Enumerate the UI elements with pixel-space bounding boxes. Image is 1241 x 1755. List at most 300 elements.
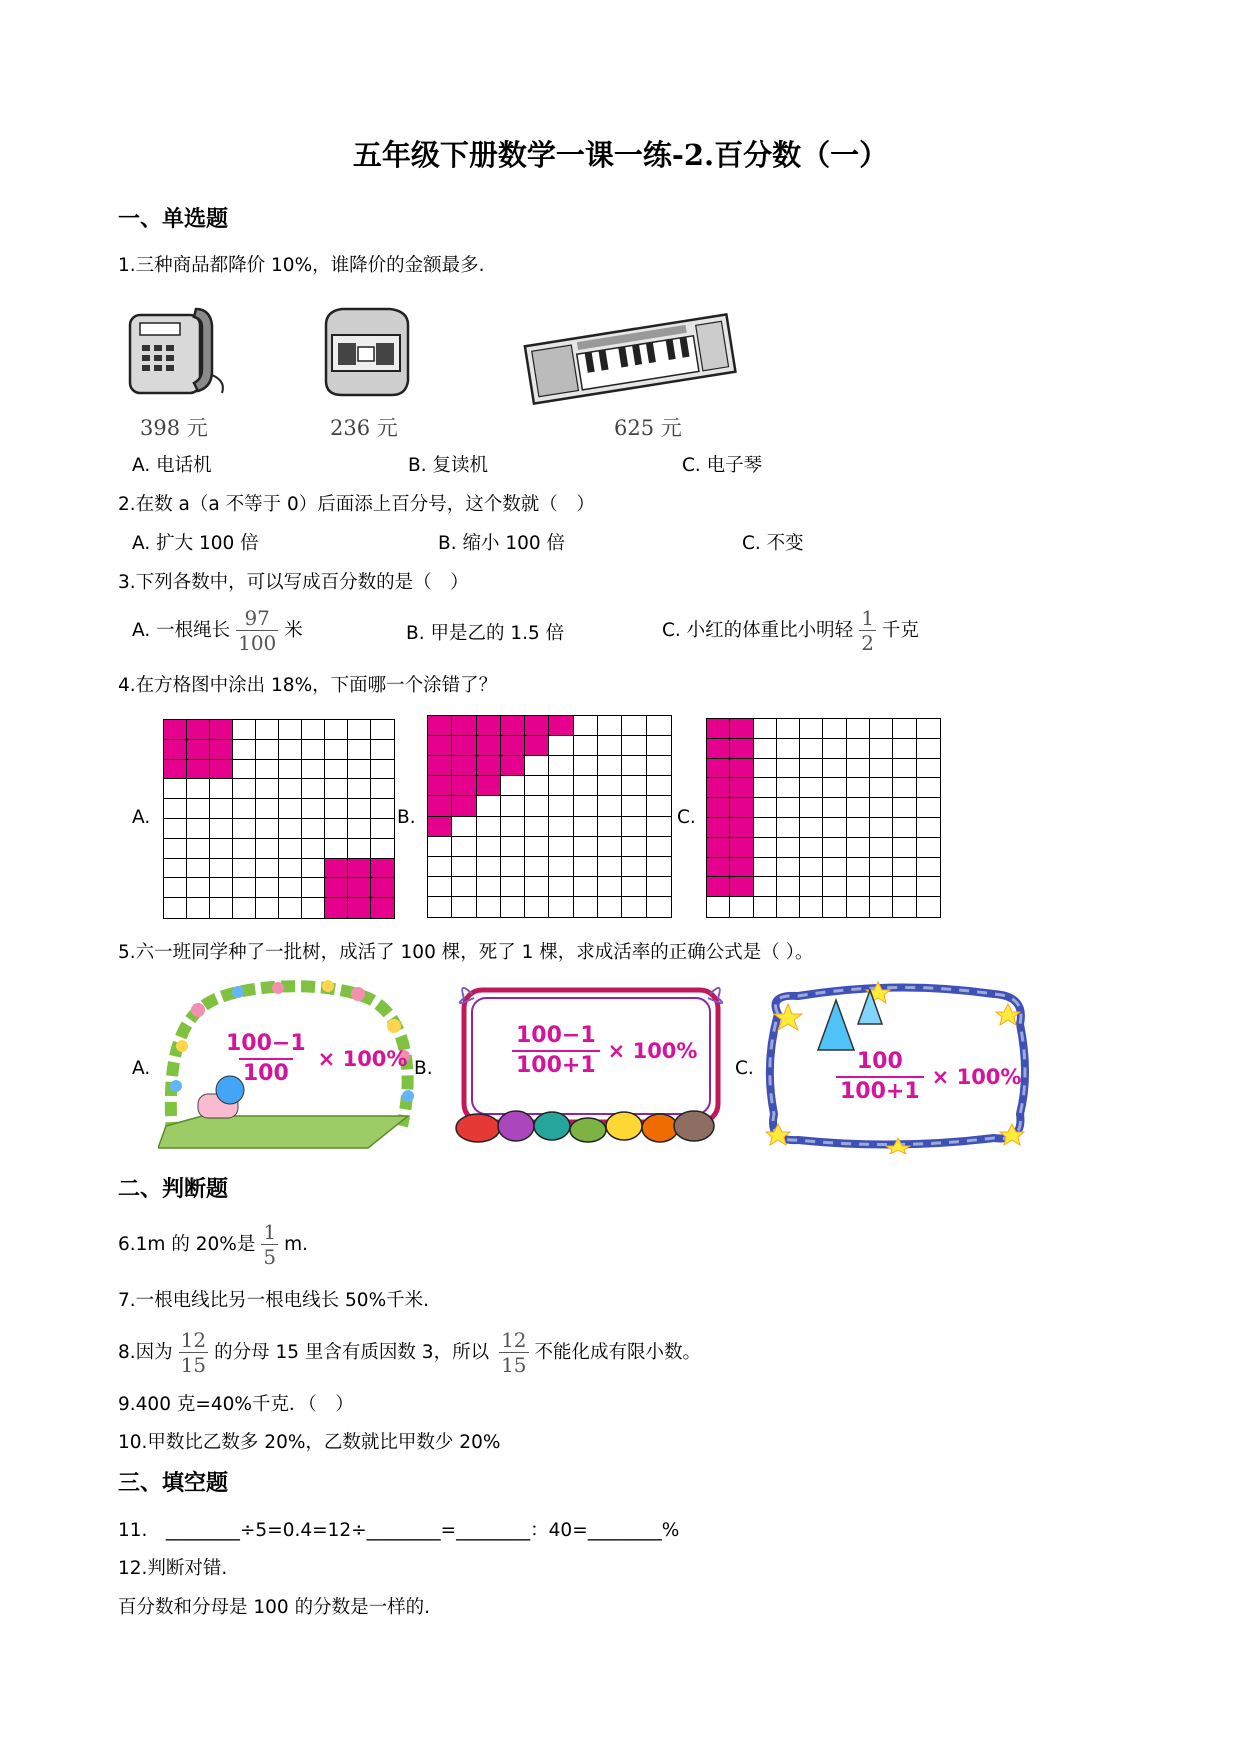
- formula-c-denominator: 100+1: [836, 1076, 924, 1104]
- grid-cell: [452, 736, 476, 756]
- grid-cell: [893, 759, 916, 779]
- grid-cell: [325, 839, 348, 859]
- grid-cell: [279, 839, 302, 859]
- fraction-numerator: 12: [180, 1328, 207, 1352]
- section-heading-true-false: 二、判断题: [118, 1176, 229, 1202]
- grid-cell: [501, 796, 525, 816]
- grid-cell: [477, 817, 501, 837]
- fraction-12-15: [179, 1330, 208, 1375]
- grid-cell: [647, 877, 671, 897]
- grid-cell: [870, 739, 893, 759]
- question-8-prefix: 8.因为: [118, 1341, 173, 1363]
- fraction-numerator: 12: [501, 1328, 527, 1352]
- question-11[interactable]: 11. ________÷5=0.4=12÷________=________：40=________%: [118, 1520, 680, 1541]
- grid-cell: [233, 760, 256, 780]
- grid-c[interactable]: [706, 718, 941, 918]
- grid-cell: [164, 898, 187, 918]
- grid-cell: [525, 716, 549, 736]
- grid-cell: [847, 778, 870, 798]
- grid-cell: [428, 897, 452, 917]
- grid-cell: [348, 859, 371, 879]
- grid-cell: [730, 719, 753, 739]
- grid-cell: [777, 759, 800, 779]
- grid-cell: [800, 798, 823, 818]
- grid-cell: [823, 858, 846, 878]
- grid-cell: [917, 858, 940, 878]
- grid-cell: [452, 716, 476, 736]
- grid-cell: [893, 798, 916, 818]
- grid-cell: [622, 776, 646, 796]
- grid-cell: [256, 720, 279, 740]
- grid-cell: [525, 857, 549, 877]
- grid-cell: [302, 898, 325, 918]
- grid-cell: [233, 859, 256, 879]
- grid-cell: [302, 760, 325, 780]
- page-title: 五年级下册数学一课一练-2.百分数（一）: [352, 138, 889, 172]
- grid-cell: [917, 877, 940, 897]
- formula-b-multiplier: × 100%: [607, 1039, 698, 1063]
- grid-cell: [847, 739, 870, 759]
- grid-cell: [187, 760, 210, 780]
- grid-cell: [210, 878, 233, 898]
- q2-option-c[interactable]: C. 不变: [742, 533, 804, 554]
- grid-cell: [777, 818, 800, 838]
- grid-cell: [800, 877, 823, 897]
- grid-b[interactable]: [427, 715, 672, 918]
- q5-label-c[interactable]: C.: [735, 1058, 754, 1079]
- grid-cell: [325, 819, 348, 839]
- grid-cell: [598, 857, 622, 877]
- grid-cell: [598, 837, 622, 857]
- grid-cell: [452, 796, 476, 816]
- grid-cell: [428, 837, 452, 857]
- grid-cell: [256, 859, 279, 879]
- grid-cell: [823, 798, 846, 818]
- grid-cell: [256, 799, 279, 819]
- q5-label-a[interactable]: A.: [132, 1058, 151, 1079]
- formula-a-denominator: 100: [239, 1058, 293, 1086]
- grid-cell: [256, 779, 279, 799]
- grid-cell: [777, 897, 800, 917]
- grid-cell: [302, 799, 325, 819]
- grid-cell: [647, 817, 671, 837]
- question-5: 5.六一班同学种了一批树，成活了 100 棵，死了 1 棵，求成活率的正确公式是（ ）。: [118, 942, 814, 963]
- grid-cell: [777, 877, 800, 897]
- grid-cell: [870, 778, 893, 798]
- grid-a[interactable]: [163, 719, 395, 919]
- grid-cell: [477, 716, 501, 736]
- grid-cell: [525, 776, 549, 796]
- question-6-prefix: 6.1m 的 20%是: [118, 1233, 256, 1255]
- grid-cell: [574, 776, 598, 796]
- grid-cell: [847, 877, 870, 897]
- grid-cell: [847, 838, 870, 858]
- grid-cell: [210, 898, 233, 918]
- grid-cell: [549, 716, 573, 736]
- grid-cell: [574, 756, 598, 776]
- grid-cell: [164, 779, 187, 799]
- grid-cell: [525, 817, 549, 837]
- grid-cell: [893, 739, 916, 759]
- grid-cell: [574, 897, 598, 917]
- grid-cell: [477, 897, 501, 917]
- grid-cell: [622, 837, 646, 857]
- grid-cell: [164, 760, 187, 780]
- grid-cell: [917, 778, 940, 798]
- grid-cell: [187, 799, 210, 819]
- grid-cell: [210, 839, 233, 859]
- grid-cell: [730, 897, 753, 917]
- grid-cell: [800, 838, 823, 858]
- grid-cell: [730, 798, 753, 818]
- formula-a-numerator: 100−1: [226, 1031, 306, 1056]
- grid-cell: [371, 898, 394, 918]
- grid-cell: [501, 817, 525, 837]
- grid-cell: [730, 877, 753, 897]
- grid-cell: [371, 760, 394, 780]
- grid-cell: [525, 796, 549, 816]
- grid-cell: [754, 739, 777, 759]
- grid-cell: [348, 819, 371, 839]
- grid-cell: [325, 720, 348, 740]
- q4-label-b[interactable]: B.: [397, 807, 416, 828]
- grid-cell: [707, 739, 730, 759]
- grid-cell: [302, 819, 325, 839]
- grid-cell: [279, 898, 302, 918]
- grid-cell: [501, 776, 525, 796]
- grid-cell: [847, 759, 870, 779]
- grid-cell: [622, 857, 646, 877]
- grid-cell: [164, 799, 187, 819]
- formula-a-multiplier: × 100%: [317, 1047, 408, 1071]
- grid-cell: [917, 719, 940, 739]
- grid-cell: [371, 740, 394, 760]
- q3-option-a-prefix: A. 一根绳长: [132, 619, 231, 641]
- grid-cell: [348, 878, 371, 898]
- grid-cell: [549, 857, 573, 877]
- grid-cell: [302, 720, 325, 740]
- grid-cell: [477, 756, 501, 776]
- grid-cell: [477, 736, 501, 756]
- grid-cell: [525, 736, 549, 756]
- grid-cell: [348, 760, 371, 780]
- grid-cell: [371, 839, 394, 859]
- grid-cell: [598, 796, 622, 816]
- grid-cell: [549, 776, 573, 796]
- grid-cell: [598, 817, 622, 837]
- grid-cell: [893, 719, 916, 739]
- grid-cell: [501, 897, 525, 917]
- question-8-suffix: 不能化成有限小数。: [534, 1341, 702, 1363]
- q4-label-c[interactable]: C.: [677, 807, 696, 828]
- grid-cell: [233, 819, 256, 839]
- grid-cell: [754, 897, 777, 917]
- price-telephone: 398 元: [140, 416, 208, 440]
- grid-cell: [707, 798, 730, 818]
- grid-cell: [893, 838, 916, 858]
- grid-cell: [847, 719, 870, 739]
- grid-cell: [870, 858, 893, 878]
- grid-cell: [233, 839, 256, 859]
- q2-option-a[interactable]: A. 扩大 100 倍: [132, 533, 259, 554]
- grid-cell: [647, 736, 671, 756]
- grid-cell: [647, 756, 671, 776]
- grid-cell: [549, 796, 573, 816]
- q1-option-c[interactable]: C. 电子琴: [682, 455, 763, 476]
- grid-cell: [256, 898, 279, 918]
- q3-option-a-suffix: 米: [284, 619, 303, 641]
- fraction-denominator: 2: [861, 631, 874, 655]
- fraction-12-15-second: [499, 1330, 528, 1375]
- grid-cell: [823, 897, 846, 917]
- question-6-suffix: m.: [284, 1233, 308, 1255]
- question-3: 3.下列各数中，可以写成百分数的是（ ）: [118, 572, 469, 593]
- grid-cell: [187, 720, 210, 740]
- grid-cell: [477, 837, 501, 857]
- price-electronic-keyboard: 625 元: [614, 416, 682, 440]
- grid-cell: [210, 760, 233, 780]
- grid-cell: [256, 740, 279, 760]
- fraction-denominator: 100: [238, 631, 277, 655]
- formula-b: [512, 1024, 697, 1078]
- grid-cell: [477, 857, 501, 877]
- grid-cell: [823, 818, 846, 838]
- electronic-keyboard-image: [520, 306, 740, 410]
- grid-cell: [754, 778, 777, 798]
- grid-cell: [325, 878, 348, 898]
- grid-cell: [325, 898, 348, 918]
- fraction-numerator: 1: [861, 606, 874, 630]
- grid-cell: [622, 756, 646, 776]
- grid-cell: [371, 799, 394, 819]
- grid-cell: [549, 877, 573, 897]
- grid-cell: [574, 796, 598, 816]
- grid-cell: [210, 799, 233, 819]
- question-6: [118, 1222, 308, 1267]
- grid-cell: [800, 719, 823, 739]
- grid-cell: [870, 877, 893, 897]
- grid-cell: [574, 736, 598, 756]
- grid-cell: [302, 740, 325, 760]
- grid-cell: [574, 877, 598, 897]
- grid-cell: [210, 819, 233, 839]
- grid-cell: [233, 720, 256, 740]
- grid-cell: [574, 837, 598, 857]
- grid-cell: [549, 897, 573, 917]
- grid-cell: [847, 798, 870, 818]
- grid-cell: [870, 818, 893, 838]
- grid-cell: [210, 859, 233, 879]
- grid-cell: [233, 878, 256, 898]
- question-12: 12.判断对错.: [118, 1558, 228, 1579]
- grid-cell: [823, 877, 846, 897]
- grid-cell: [707, 877, 730, 897]
- grid-cell: [622, 716, 646, 736]
- question-9: 9.400 克=40%千克．（ ）: [118, 1394, 354, 1415]
- grid-cell: [501, 857, 525, 877]
- q3-option-c[interactable]: [662, 608, 919, 653]
- formula-c-multiplier: × 100%: [931, 1065, 1022, 1089]
- grid-cell: [187, 898, 210, 918]
- q2-option-b[interactable]: B. 缩小 100 倍: [438, 533, 566, 554]
- grid-cell: [870, 838, 893, 858]
- grid-cell: [302, 859, 325, 879]
- grid-cell: [800, 858, 823, 878]
- grid-cell: [754, 877, 777, 897]
- grid-cell: [870, 719, 893, 739]
- grid-cell: [800, 897, 823, 917]
- grid-cell: [452, 756, 476, 776]
- grid-cell: [777, 798, 800, 818]
- grid-cell: [800, 759, 823, 779]
- grid-cell: [647, 897, 671, 917]
- grid-cell: [501, 736, 525, 756]
- grid-cell: [870, 759, 893, 779]
- grid-cell: [870, 798, 893, 818]
- grid-cell: [622, 897, 646, 917]
- grid-cell: [730, 759, 753, 779]
- grid-cell: [549, 736, 573, 756]
- cassette-player-image: [318, 305, 414, 399]
- grid-cell: [622, 796, 646, 816]
- fraction-denominator: 15: [180, 1353, 207, 1377]
- grid-cell: [847, 818, 870, 838]
- grid-cell: [730, 739, 753, 759]
- grid-cell: [823, 838, 846, 858]
- grid-cell: [777, 719, 800, 739]
- grid-cell: [754, 838, 777, 858]
- grid-cell: [730, 858, 753, 878]
- q3-option-c-suffix: 千克: [881, 619, 919, 641]
- grid-cell: [256, 878, 279, 898]
- grid-cell: [777, 858, 800, 878]
- grid-cell: [917, 838, 940, 858]
- grid-cell: [707, 719, 730, 739]
- grid-cell: [187, 779, 210, 799]
- grid-cell: [598, 716, 622, 736]
- grid-cell: [428, 736, 452, 756]
- grid-cell: [233, 779, 256, 799]
- grid-cell: [279, 859, 302, 879]
- grid-cell: [707, 838, 730, 858]
- grid-cell: [279, 760, 302, 780]
- grid-cell: [622, 817, 646, 837]
- q3-option-b[interactable]: B. 甲是乙的 1.5 倍: [406, 623, 565, 644]
- grid-cell: [279, 799, 302, 819]
- grid-cell: [164, 819, 187, 839]
- grid-cell: [754, 798, 777, 818]
- grid-cell: [800, 818, 823, 838]
- grid-cell: [823, 719, 846, 739]
- grid-cell: [525, 897, 549, 917]
- fraction-97-100: [236, 608, 278, 653]
- grid-cell: [477, 776, 501, 796]
- grid-cell: [800, 739, 823, 759]
- grid-cell: [348, 898, 371, 918]
- grid-cell: [893, 778, 916, 798]
- grid-cell: [870, 897, 893, 917]
- grid-cell: [452, 877, 476, 897]
- formula-b-denominator: 100+1: [512, 1050, 600, 1078]
- grid-cell: [525, 877, 549, 897]
- grid-cell: [574, 857, 598, 877]
- grid-cell: [302, 779, 325, 799]
- grid-cell: [598, 877, 622, 897]
- grid-cell: [428, 756, 452, 776]
- grid-cell: [164, 720, 187, 740]
- grid-cell: [477, 796, 501, 816]
- fraction-numerator: 1: [263, 1220, 277, 1244]
- q1-option-b[interactable]: B. 复读机: [408, 455, 488, 476]
- grid-cell: [452, 837, 476, 857]
- q4-label-a[interactable]: A.: [132, 807, 151, 828]
- grid-cell: [428, 716, 452, 736]
- grid-cell: [279, 878, 302, 898]
- q5-label-b[interactable]: B.: [414, 1058, 433, 1079]
- formula-a: [222, 1032, 407, 1086]
- q1-option-a[interactable]: A. 电话机: [132, 455, 212, 476]
- grid-cell: [210, 740, 233, 760]
- grid-cell: [187, 859, 210, 879]
- grid-cell: [302, 878, 325, 898]
- section-heading-fill-blank: 三、填空题: [118, 1470, 229, 1496]
- grid-cell: [647, 837, 671, 857]
- grid-cell: [730, 838, 753, 858]
- grid-cell: [428, 796, 452, 816]
- grid-cell: [428, 877, 452, 897]
- grid-cell: [233, 799, 256, 819]
- grid-cell: [707, 759, 730, 779]
- grid-cell: [428, 776, 452, 796]
- grid-cell: [707, 778, 730, 798]
- grid-cell: [647, 776, 671, 796]
- grid-cell: [371, 720, 394, 740]
- grid-cell: [233, 898, 256, 918]
- grid-cell: [549, 837, 573, 857]
- grid-cell: [917, 818, 940, 838]
- grid-cell: [730, 818, 753, 838]
- telephone-image: [124, 303, 232, 399]
- grid-cell: [187, 740, 210, 760]
- grid-cell: [325, 799, 348, 819]
- formula-c-numerator: 100: [856, 1049, 903, 1074]
- grid-cell: [371, 859, 394, 879]
- grid-cell: [164, 878, 187, 898]
- grid-cell: [452, 817, 476, 837]
- grid-cell: [501, 716, 525, 736]
- grid-cell: [210, 720, 233, 740]
- grid-cell: [893, 858, 916, 878]
- grid-cell: [730, 778, 753, 798]
- question-10: 10.甲数比乙数多 20%，乙数就比甲数少 20%: [118, 1432, 501, 1453]
- grid-cell: [777, 739, 800, 759]
- grid-cell: [622, 877, 646, 897]
- grid-cell: [325, 859, 348, 879]
- grid-cell: [525, 837, 549, 857]
- grid-cell: [325, 760, 348, 780]
- grid-cell: [622, 736, 646, 756]
- grid-cell: [210, 779, 233, 799]
- grid-cell: [348, 839, 371, 859]
- grid-cell: [598, 756, 622, 776]
- grid-cell: [754, 759, 777, 779]
- question-8: [118, 1330, 701, 1375]
- grid-cell: [371, 878, 394, 898]
- grid-cell: [647, 857, 671, 877]
- q3-option-a[interactable]: [132, 608, 303, 653]
- grid-cell: [452, 776, 476, 796]
- grid-cell: [893, 818, 916, 838]
